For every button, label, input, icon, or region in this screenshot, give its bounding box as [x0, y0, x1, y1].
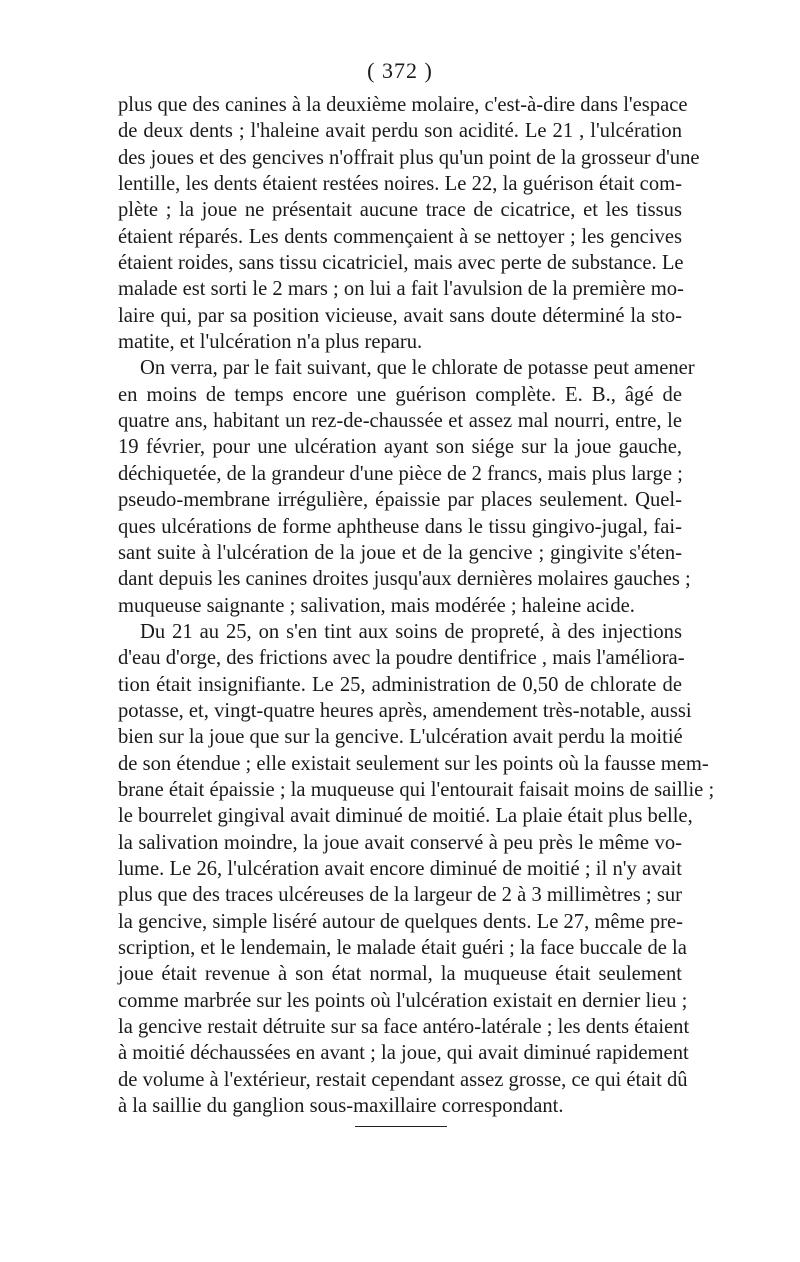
text-line: potasse, et, vingt-quatre heures après, amendement très-notable, aussi [118, 699, 692, 722]
text-line: bien sur la joue que sur la gencive. L'ulcération avait perdu la moitié [118, 726, 683, 749]
text-line: tion était insignifiante. Le 25, administration de 0,50 de chlorate de [118, 673, 682, 696]
text-line: pseudo-membrane irrégulière, épaissie par places seulement. Quel- [118, 489, 682, 512]
text-line: la gencive restait détruite sur sa face antéro-latérale ; les dents étaient [118, 1016, 690, 1039]
text-line: déchiquetée, de la grandeur d'une pièce de 2 francs, mais plus large ; [118, 462, 683, 485]
text-line: joue était revenue à son état normal, la muqueuse était seulement [118, 963, 682, 986]
text-line: brane était épaissie ; la muqueuse qui l'entourait faisait moins de saillie ; [118, 778, 715, 801]
text-line: dant depuis les canines droites jusqu'aux dernières molaires gauches ; [118, 568, 691, 591]
text-line: d'eau d'orge, des frictions avec la poudre dentifrice , mais l'améliora- [118, 647, 685, 670]
section-divider [355, 1126, 447, 1127]
text-line: étaient réparés. Les dents commençaient à se nettoyer ; les gencives [118, 225, 682, 248]
page-number: ( 372 ) [367, 58, 433, 83]
text-line: lume. Le 26, l'ulcération avait encore diminué de moitié ; il n'y avait [118, 857, 682, 880]
text-line: la salivation moindre, la joue avait conservé à peu près le même vo- [118, 831, 682, 854]
text-line: malade est sorti le 2 mars ; on lui a fait l'avulsion de la première mo- [118, 278, 684, 301]
text-line: de son étendue ; elle existait seulement sur les points où la fausse mem- [118, 752, 709, 775]
text-line: le bourrelet gingival avait diminué de moitié. La plaie était plus belle, [118, 805, 693, 828]
text-line: lentille, les dents étaient restées noires. Le 22, la guérison était com- [118, 173, 682, 196]
text-line: quatre ans, habitant un rez-de-chaussée et assez mal nourri, entre, le [118, 410, 682, 433]
text-line: en moins de temps encore une guérison complète. E. B., âgé de [118, 383, 682, 406]
paragraph-start-line: Du 21 au 25, on s'en tint aux soins de propreté, à des injections [140, 620, 682, 643]
text-line: étaient roides, sans tissu cicatriciel, mais avec perte de substance. Le [118, 252, 684, 275]
paragraph-end-line: muqueuse saignante ; salivation, mais modérée ; haleine acide. [118, 594, 635, 617]
text-line: de deux dents ; l'haleine avait perdu son acidité. Le 21 , l'ulcération [118, 120, 682, 143]
text-line: laire qui, par sa position vicieuse, avait sans doute déterminé la sto- [118, 304, 682, 327]
text-line: de volume à l'extérieur, restait cependant assez grosse, ce qui était dû [118, 1068, 688, 1091]
text-line: plus que des traces ulcéreuses de la largeur de 2 à 3 millimètres ; sur [118, 884, 682, 907]
paragraph-start-line: On verra, par le fait suivant, que le chlorate de potasse peut amener [140, 357, 695, 380]
text-line: 19 février, pour une ulcération ayant son siége sur la joue gauche, [118, 436, 682, 459]
text-line: scription, et le lendemain, le malade était guéri ; la face buccale de la [118, 937, 687, 959]
text-line: des joues et des gencives n'offrait plus qu'un point de la grosseur d'une [118, 146, 700, 169]
text-line: sant suite à l'ulcération de la joue et de la gencive ; gingivite s'éten- [118, 541, 682, 564]
text-line: ques ulcérations de forme aphtheuse dans le tissu gingivo-jugal, fai- [118, 515, 682, 538]
text-line: à moitié déchaussées en avant ; la joue, qui avait diminué rapidement [118, 1042, 689, 1065]
body-text [118, 92, 715, 1119]
paragraph-end-line: à la saillie du ganglion sous-maxillaire correspondant. [118, 1095, 564, 1118]
paragraph-end-line: matite, et l'ulcération n'a plus reparu. [118, 331, 423, 354]
text-line: la gencive, simple liséré autour de quelques dents. Le 27, même pre- [118, 910, 683, 933]
text-line: plus que des canines à la deuxième molaire, c'est-à-dire dans l'espace [118, 94, 688, 116]
text-line: plète ; la joue ne présentait aucune trace de cicatrice, et les tissus [118, 199, 682, 222]
text-line: comme marbrée sur les points où l'ulcération existait en dernier lieu ; [118, 989, 688, 1012]
